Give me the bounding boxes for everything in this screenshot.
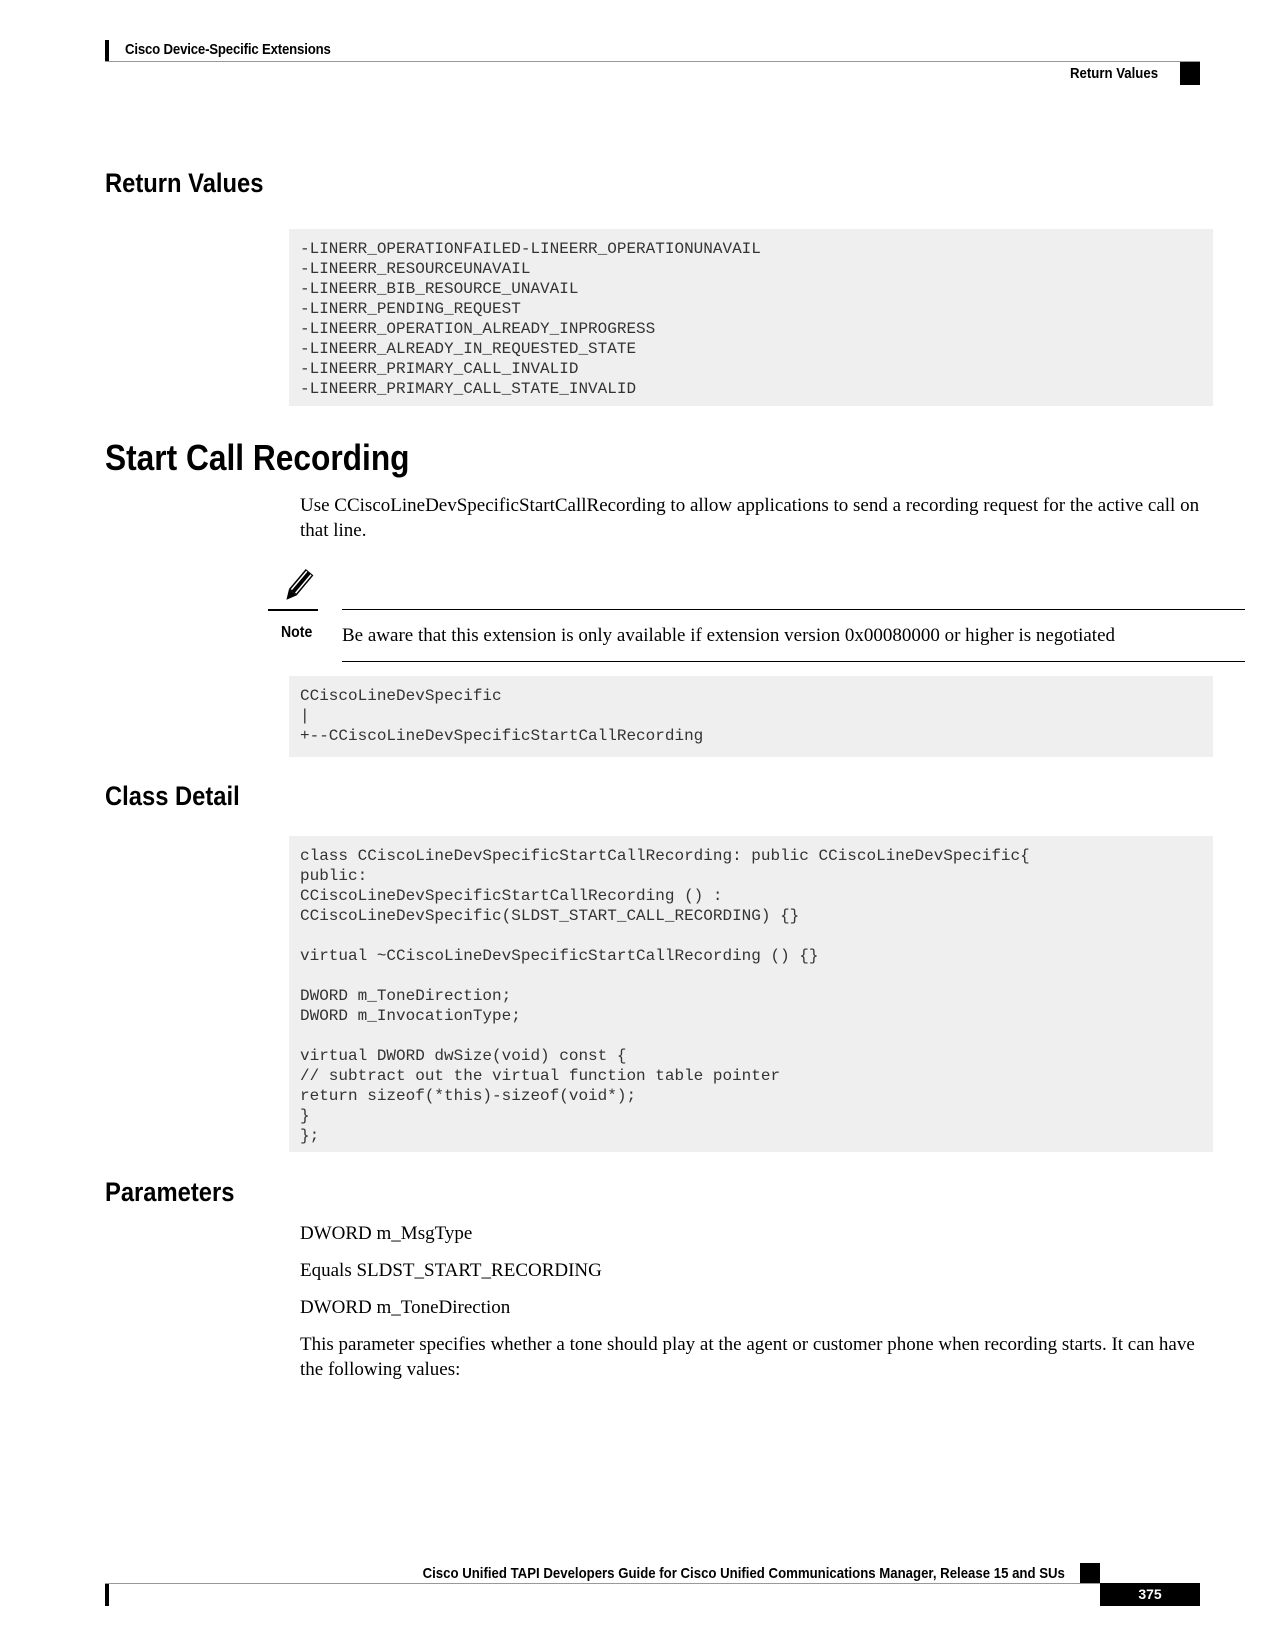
footer-bar (105, 1584, 109, 1606)
header-section-title: Return Values (1069, 65, 1158, 82)
return-values-code-block: -LINERR_OPERATIONFAILED-LINEERR_OPERATIONUNAVAIL -LINEERR_RESOURCEUNAVAIL -LINEERR_BIB_RESOURCE_UNAVAIL -LINERR_PENDING_REQUEST -LINEERR_OPERATION_ALREADY_INPROGRESS -LINEERR_ALREADY_IN_REQUESTED_STATE -LINEERR_PRIMARY_CALL_INVALID -LINEERR_PRIMARY_CALL_STATE_INVALID (289, 229, 1213, 406)
start-call-recording-heading: Start Call Recording (105, 437, 410, 478)
note-rule-short (268, 609, 318, 611)
class-detail-heading: Class Detail (105, 781, 240, 811)
class-detail-code-block: class CCiscoLineDevSpecificStartCallRecording: public CCiscoLineDevSpecific{ public: CCiscoLineDevSpecificStartCallRecording () : CCiscoLineDevSpecific(SLDST_START_CALL_RECORDING) {} virtual ~CCiscoLineDevSpecificStartCallRecording () {} DWORD m_ToneDirection; DWORD m_InvocationType; virtual DWORD dwSize(void) const { // subtract out the virtual function table pointer return sizeof(*this)-sizeof(void*); } }; (289, 836, 1213, 1152)
note-rule-bottom (342, 661, 1245, 662)
return-values-heading: Return Values (105, 168, 264, 198)
header-rule (105, 61, 1200, 62)
footer-square (1080, 1563, 1100, 1583)
page-number: 375 (1100, 1583, 1200, 1606)
header-square (1180, 62, 1200, 85)
pencil-icon (278, 566, 318, 606)
header-chapter-title: Cisco Device-Specific Extensions (125, 41, 331, 58)
footer-document-title: Cisco Unified TAPI Developers Guide for Cisco Unified Communications Manager, Release 15 and SUs (422, 1565, 1065, 1582)
note-label: Note (281, 624, 313, 641)
footer-rule (105, 1583, 1200, 1584)
parameter-msg-type-value: Equals SLDST_START_RECORDING (300, 1260, 602, 1281)
note-text: Be aware that this extension is only available if extension version 0x00080000 or higher is negotiated (342, 625, 1116, 646)
start-call-recording-intro: Use CCiscoLineDevSpecificStartCallRecording to allow applications to send a recording request for the active call on that line. (300, 495, 1200, 541)
class-hierarchy-code-block: CCiscoLineDevSpecific | +--CCiscoLineDevSpecificStartCallRecording (289, 676, 1213, 757)
parameter-tone-direction-description: This parameter specifies whether a tone should play at the agent or customer phone when recording starts. It can have the following values: (300, 1334, 1195, 1380)
parameter-msg-type: DWORD m_MsgType (300, 1223, 473, 1244)
header-bar (105, 40, 109, 62)
parameter-tone-direction: DWORD m_ToneDirection (300, 1297, 511, 1318)
parameters-heading: Parameters (105, 1177, 235, 1207)
note-rule-top (342, 609, 1245, 610)
